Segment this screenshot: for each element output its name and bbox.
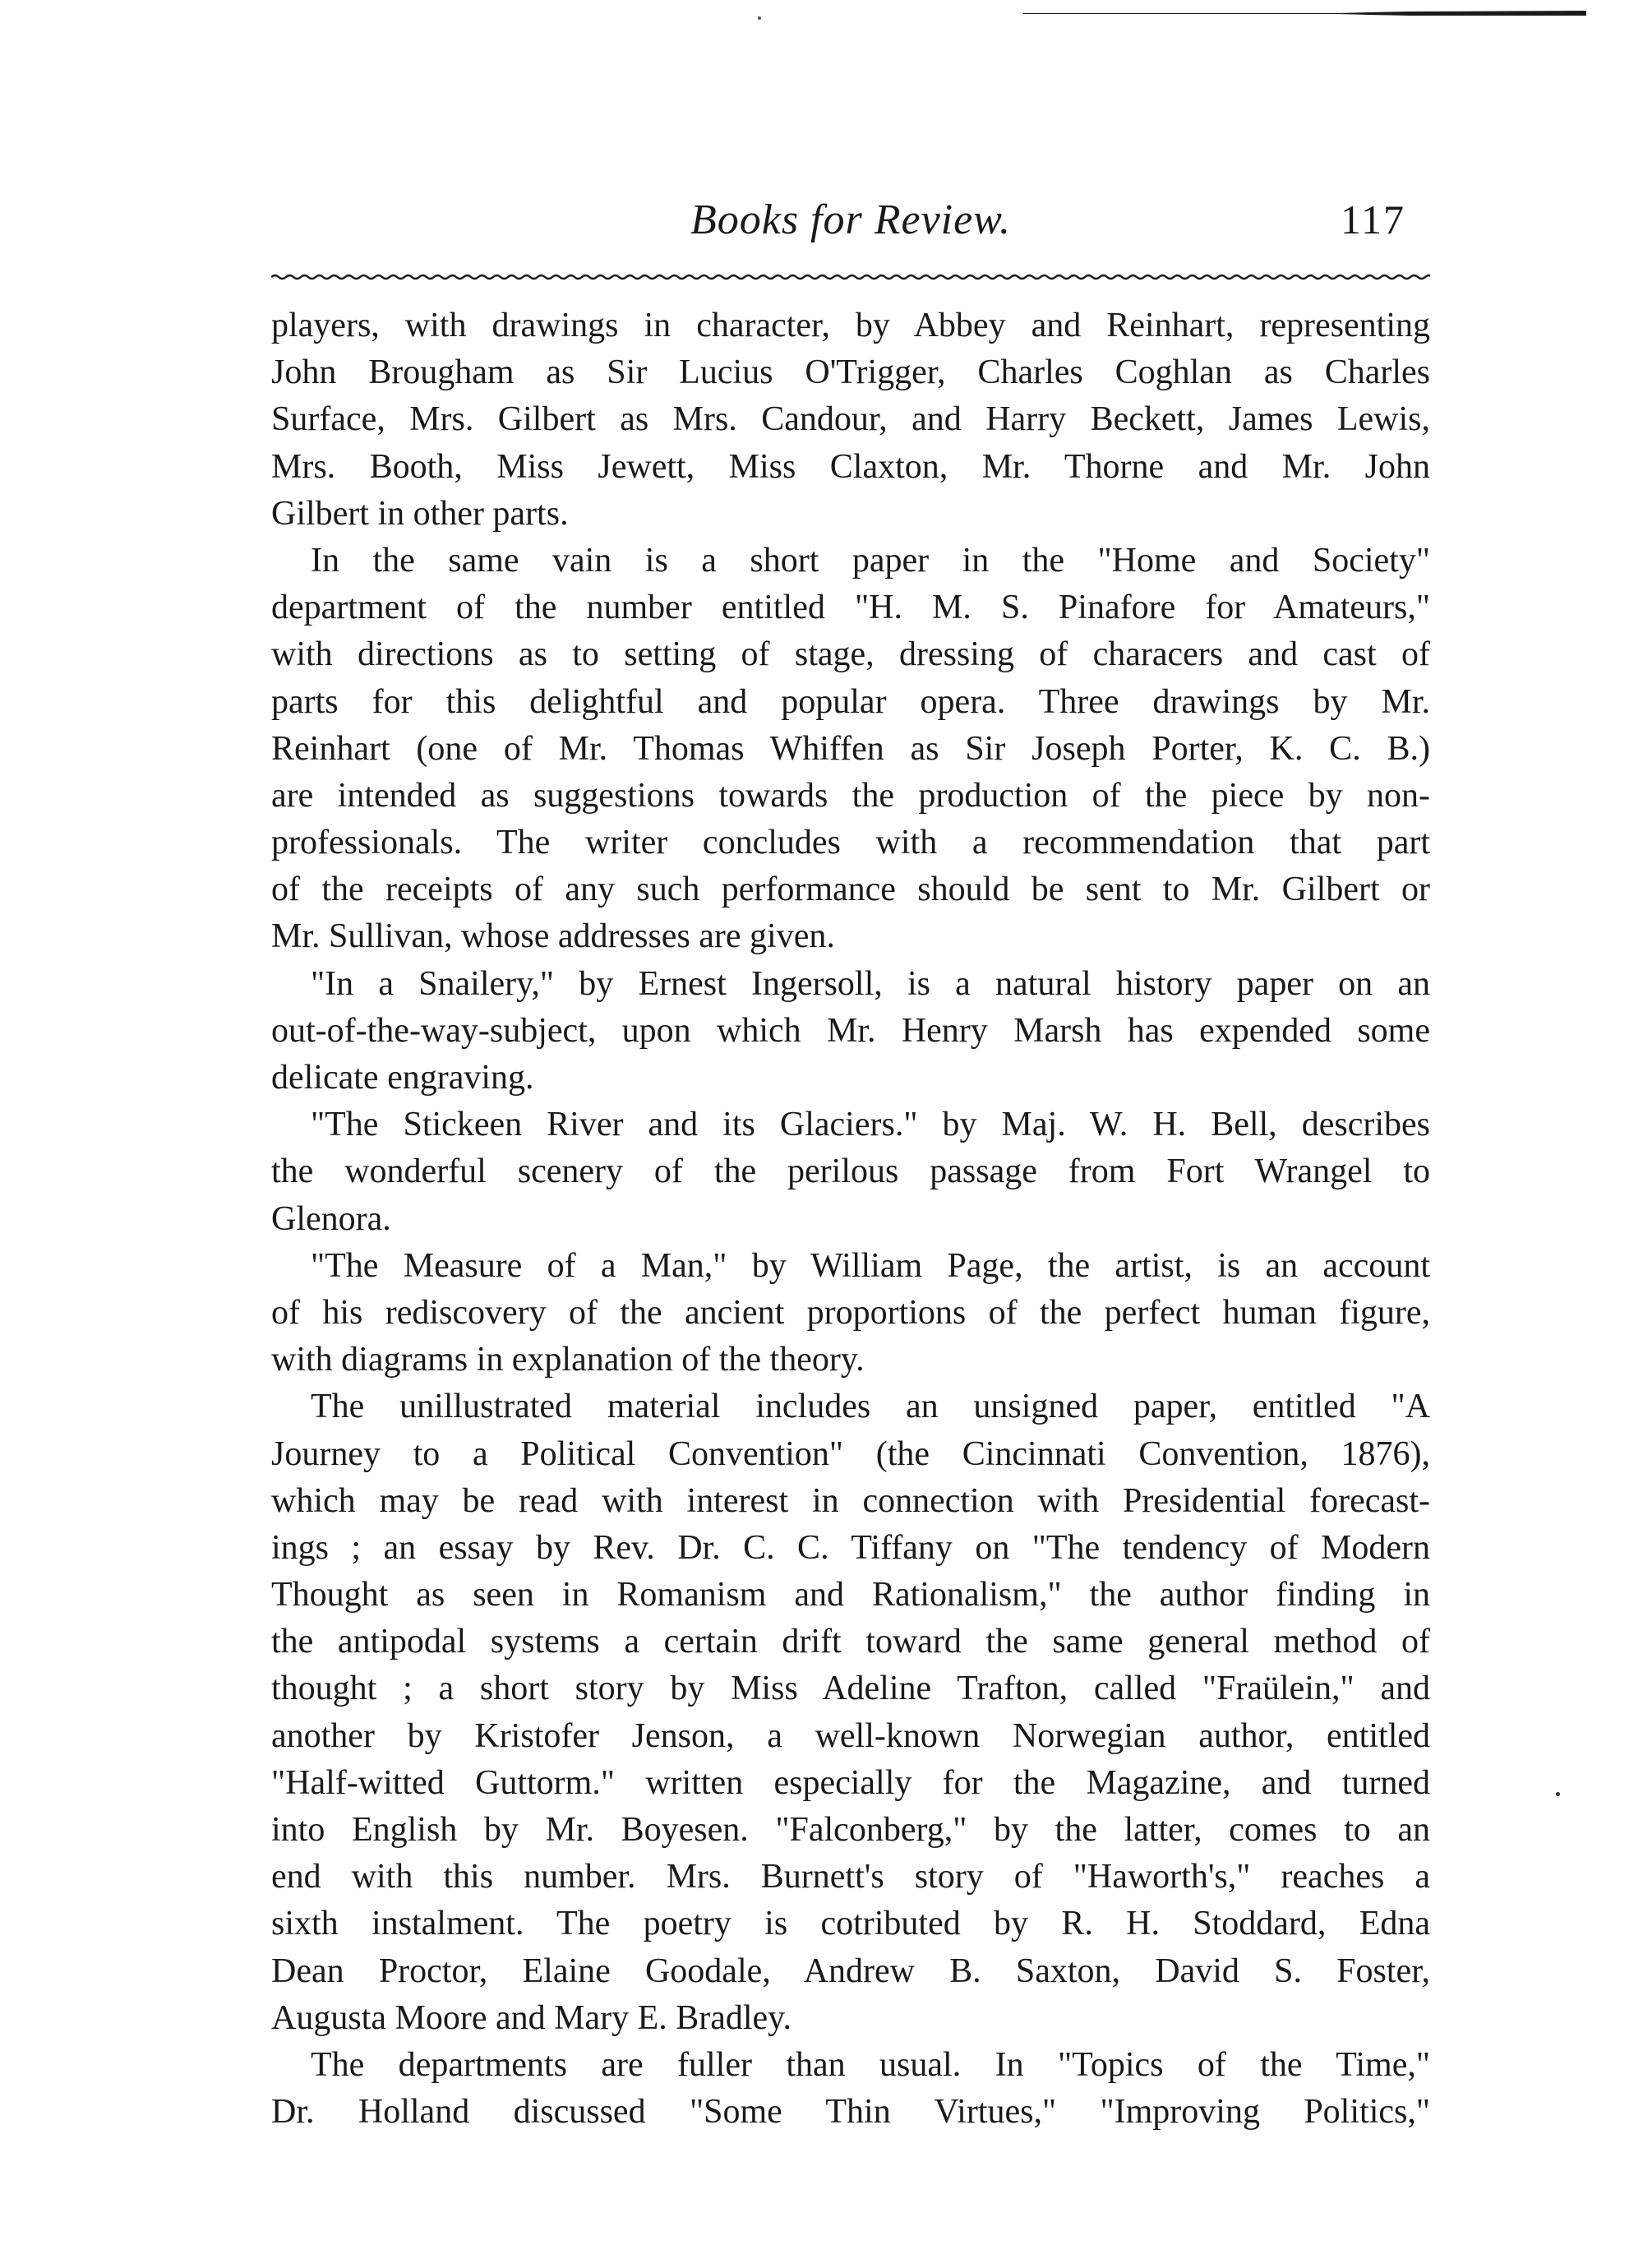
text-line-10: Reinhart (one of Mr. Thomas Whiffen as Sir Joseph Porter, K. C. B.) (271, 729, 1430, 768)
text-line-35: sixth instalment. The poetry is cotributed by R. H. Stoddard, Edna (271, 1905, 1430, 1943)
text-line-11: are intended as suggestions towards the production of the piece by non- (271, 776, 1430, 815)
text-line-36: Dean Proctor, Elaine Goodale, Andrew B. Saxton, David S. Foster, (271, 1952, 1430, 1990)
text-line-4: Mrs. Booth, Miss Jewett, Miss Claxton, Mr. Thorne and Mr. John (271, 447, 1430, 486)
text-line-28: Thought as seen in Romanism and Rationalism," the author finding in (271, 1576, 1430, 1614)
text-line-31: another by Kristofer Jenson, a well-known Norwegian author, entitled (271, 1716, 1430, 1755)
text-line-22: of his rediscovery of the ancient proportions of the perfect human figure, (271, 1293, 1430, 1332)
text-line-14: Mr. Sullivan, whose addresses are given. (271, 917, 835, 956)
text-line-15: "In a Snailery," by Ernest Ingersoll, is a natural history paper on an (311, 964, 1430, 1003)
header-wavy-rule (271, 271, 1430, 283)
text-line-17: delicate engraving. (271, 1059, 534, 1097)
text-line-13: of the receipts of any such performance should be sent to Mr. Gilbert or (271, 871, 1430, 909)
running-head: Books for Review. (690, 196, 1012, 243)
text-line-12: professionals. The writer concludes with a recommendation that part (271, 824, 1430, 862)
text-line-16: out-of-the-way-subject, upon which Mr. Henry Marsh has expended some (271, 1011, 1430, 1050)
text-line-20: Glenora. (271, 1199, 391, 1238)
text-line-1: players, with drawings in character, by Abbey and Reinhart, representing (271, 307, 1430, 344)
body-text (271, 303, 1430, 2136)
text-line-33: into English by Mr. Boyesen. "Falconberg," by the latter, comes to an (271, 1811, 1430, 1849)
text-line-8: with directions as to setting of stage, dressing of characers and cast of (271, 635, 1430, 674)
text-line-6: In the same vain is a short paper in the "Home and Society" (311, 541, 1430, 580)
text-line-3: Surface, Mrs. Gilbert as Mrs. Candour, and Harry Beckett, James Lewis, (271, 400, 1430, 439)
text-line-23: with diagrams in explanation of the theory. (271, 1341, 865, 1379)
text-line-25: Journey to a Political Convention" (the Cincinnati Convention, 1876), (271, 1434, 1430, 1473)
text-line-24: The unillustrated material includes an unsigned paper, entitled "A (311, 1388, 1430, 1426)
page-header (271, 196, 1430, 270)
text-line-34: end with this number. Mrs. Burnett's story of "Haworth's," reaches a (271, 1858, 1430, 1896)
text-line-18: "The Stickeen River and its Glaciers." by Maj. W. H. Bell, describes (311, 1106, 1430, 1144)
stray-mark (1556, 1792, 1560, 1796)
text-line-37: Augusta Moore and Mary E. Bradley. (271, 1998, 792, 2037)
text-line-26: which may be read with interest in connection with Presidential forecast- (271, 1481, 1430, 1520)
page-number: 117 (1340, 196, 1405, 243)
text-line-30: thought ; a short story by Miss Adeline Trafton, called "Fraülein," and (271, 1670, 1430, 1708)
text-line-27: ings ; an essay by Rev. Dr. C. C. Tiffany on "The tendency of Modern (271, 1528, 1430, 1567)
stray-mark (758, 16, 761, 20)
text-line-32: "Half-witted Guttorm." written especially for the Magazine, and turned (271, 1763, 1430, 1802)
text-line-21: "The Measure of a Man," by William Page, the artist, is an account (311, 1246, 1430, 1285)
text-line-29: the antipodal systems a certain drift toward the same general method of (271, 1623, 1430, 1661)
text-line-7: department of the number entitled "H. M. S. Pinafore for Amateurs," (271, 589, 1430, 627)
text-line-39: Dr. Holland discussed "Some Thin Virtues," "Improving Politics," (271, 2093, 1430, 2132)
text-line-38: The departments are fuller than usual. In "Topics of the Time," (311, 2045, 1430, 2084)
top-edge-rule (1023, 8, 1586, 18)
text-line-2: John Brougham as Sir Lucius O'Trigger, Charles Coghlan as Charles (271, 353, 1430, 392)
text-line-9: parts for this delightful and popular opera. Three drawings by Mr. (271, 682, 1430, 721)
text-line-5: Gilbert in other parts. (271, 494, 569, 533)
text-line-19: the wonderful scenery of the perilous passage from Fort Wrangel to (271, 1152, 1430, 1191)
